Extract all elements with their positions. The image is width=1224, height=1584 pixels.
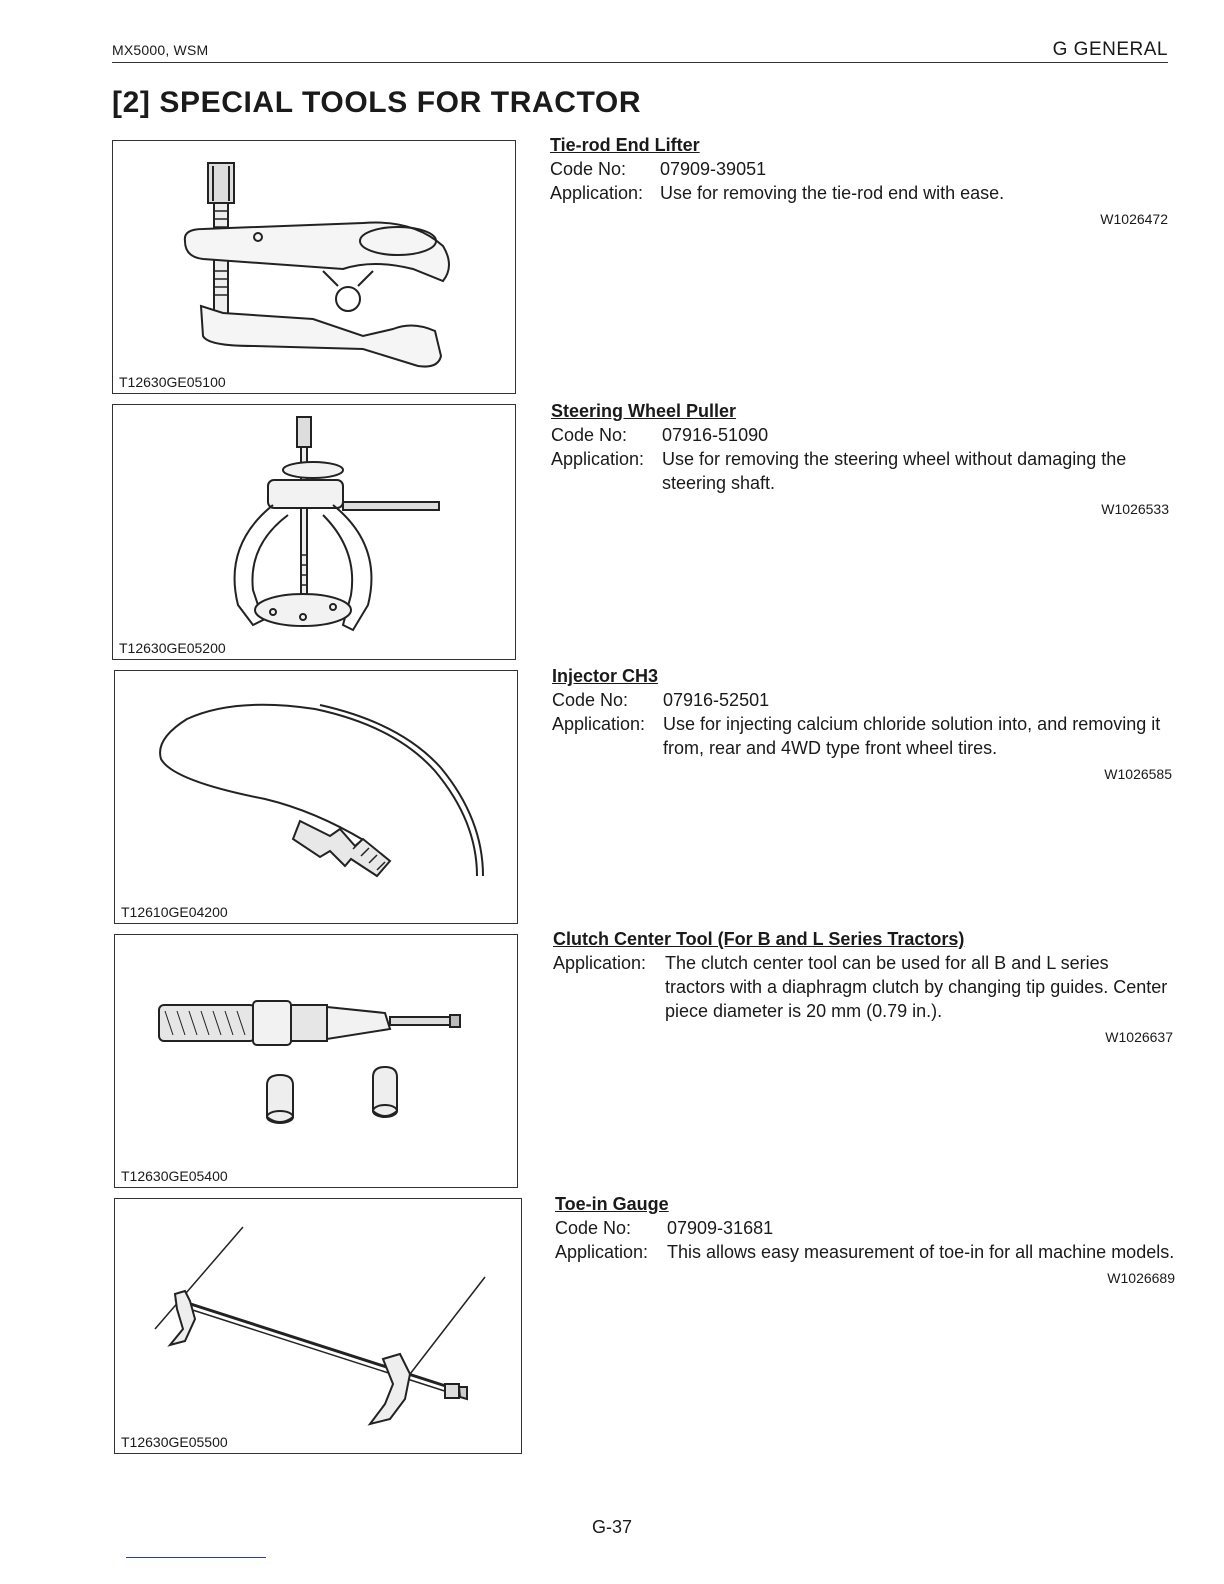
figure-injector-ch3 [114, 670, 518, 924]
code-value: 07909-39051 [660, 159, 767, 179]
tie-rod-end-lifter-illustration [113, 141, 515, 393]
tool-steering-wheel-puller [551, 399, 1169, 521]
footer-rule [126, 1557, 266, 1558]
tool-name: Tie-rod End Lifter [550, 135, 700, 155]
code-value: 07916-51090 [662, 425, 769, 445]
figure-caption: T12630GE05200 [119, 640, 226, 656]
code-value: 07909-31681 [667, 1218, 774, 1238]
figure-steering-wheel-puller [112, 404, 516, 660]
application-row [552, 712, 1172, 760]
code-label: Code No: [555, 1218, 632, 1238]
application-text: Use for injecting calcium chloride solution into, and removing it from, rear and 4WD type front wheel tires. [663, 714, 1161, 758]
application-row [553, 951, 1173, 1023]
tool-toe-in-gauge [555, 1192, 1175, 1290]
figure-caption: T12630GE05400 [121, 1168, 228, 1184]
figure-caption: T12630GE05100 [119, 374, 226, 390]
application-row [551, 447, 1169, 495]
application-label: Application: [555, 1242, 649, 1262]
code-label: Code No: [551, 425, 628, 445]
toe-in-gauge-illustration [115, 1199, 521, 1453]
code-row [550, 157, 1168, 181]
header-rule [112, 62, 1168, 63]
tool-tie-rod-end-lifter [550, 133, 1168, 231]
tool-name: Injector CH3 [552, 666, 659, 686]
application-label: Application: [551, 449, 645, 469]
figure-clutch-center-tool [114, 934, 518, 1188]
tool-injector-ch3 [552, 664, 1172, 786]
header-manual-id: MX5000, WSM [112, 42, 209, 58]
tool-name: Toe-in Gauge [555, 1194, 669, 1214]
application-row [550, 181, 1168, 205]
code-label: Code No: [550, 159, 627, 179]
reference-code: W1026533 [1101, 501, 1169, 517]
application-text: The clutch center tool can be used for all B and L series tractors with a diaphragm clutch by changing tip guides. Center piece diameter is 20 mm (0.79 in.). [665, 953, 1168, 1021]
code-row [555, 1216, 1175, 1240]
application-text: This allows easy measurement of toe-in for all machine models. [667, 1242, 1175, 1262]
tool-clutch-center-tool [553, 927, 1173, 1049]
tool-name: Steering Wheel Puller [551, 401, 737, 421]
reference-code: W1026585 [1104, 766, 1172, 782]
clutch-center-tool-illustration [115, 935, 517, 1187]
figure-tie-rod-end-lifter [112, 140, 516, 394]
reference-code: W1026637 [1105, 1029, 1173, 1045]
code-label: Code No: [552, 690, 629, 710]
steering-wheel-puller-illustration [113, 405, 515, 659]
header-section: G GENERAL [1052, 39, 1168, 60]
page-title: [2] SPECIAL TOOLS FOR TRACTOR [112, 86, 642, 119]
figure-caption: T12630GE05500 [121, 1434, 228, 1450]
code-row [552, 688, 1172, 712]
application-row [555, 1240, 1175, 1264]
tool-name: Clutch Center Tool (For B and L Series Tractors) [553, 929, 965, 949]
code-row [551, 423, 1169, 447]
application-text: Use for removing the steering wheel without damaging the steering shaft. [662, 449, 1127, 493]
application-text: Use for removing the tie-rod end with ease. [660, 183, 1005, 203]
figure-toe-in-gauge [114, 1198, 522, 1454]
application-label: Application: [553, 953, 647, 973]
injector-ch3-illustration [115, 671, 517, 923]
application-label: Application: [550, 183, 644, 203]
code-value: 07916-52501 [663, 690, 770, 710]
reference-code: W1026472 [1100, 211, 1168, 227]
figure-caption: T12610GE04200 [121, 904, 228, 920]
reference-code: W1026689 [1107, 1270, 1175, 1286]
application-label: Application: [552, 714, 646, 734]
page-number: G-37 [591, 1517, 633, 1537]
